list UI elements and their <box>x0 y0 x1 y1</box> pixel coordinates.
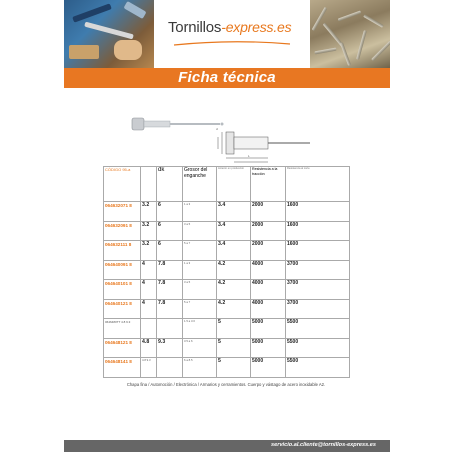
cell-d: 3.2 <box>141 241 157 261</box>
cell-corte: 5500 <box>286 358 350 378</box>
cell-code: 064640101 8 <box>104 280 141 300</box>
cell-d: 4.8 9.3 <box>141 358 157 378</box>
logo-accent-text: -express.es <box>221 19 292 35</box>
cell-grosor: 3.5 a 6 <box>183 338 217 358</box>
cell-d: 4.8 <box>141 338 157 358</box>
header-code: CÓDIGO 95-a <box>104 167 141 202</box>
cell-dk: 9.3 <box>157 338 183 358</box>
brand-logo <box>168 17 308 51</box>
header-corte: Resistencia al corte <box>286 167 350 202</box>
table-row <box>104 338 350 358</box>
cell-traccion: 4000 <box>251 299 286 319</box>
cell-code: 064640121 8 <box>104 299 141 319</box>
cell-col5: 3.4 <box>217 202 251 222</box>
cell-dk: 7.8 <box>157 260 183 280</box>
diagram-label-d-icon: d <box>216 127 218 131</box>
table-row <box>104 319 350 339</box>
cell-col5: 4.2 <box>217 299 251 319</box>
cell-traccion: 2000 <box>251 221 286 241</box>
rivet-technical-drawing-icon <box>218 132 310 162</box>
cell-dk: 6 <box>157 241 183 261</box>
header-traccion: Resistencia a la tracción <box>251 167 286 202</box>
cell-grosor: 1 a 3 <box>183 260 217 280</box>
cell-traccion: 2000 <box>251 241 286 261</box>
cell-col5: 3.4 <box>217 241 251 261</box>
cell-traccion: 5000 <box>251 319 286 339</box>
cell-dk <box>157 358 183 378</box>
cell-d: 3.2 <box>141 202 157 222</box>
cell-corte: 1600 <box>286 241 350 261</box>
cell-col5: 5 <box>217 358 251 378</box>
title-bar <box>64 68 390 88</box>
cell-col5: 4.2 <box>217 280 251 300</box>
cell-d: 4 <box>141 280 157 300</box>
footer-bar <box>64 440 390 452</box>
header-dk: dk <box>157 167 183 202</box>
cell-code: 064648121 8 <box>104 338 141 358</box>
rivet-diagram <box>130 104 330 166</box>
cell-dk: 6 <box>157 221 183 241</box>
table-row <box>104 280 350 300</box>
page-title: Ficha técnica <box>178 69 276 86</box>
cell-code: 064632071 8 <box>104 202 141 222</box>
cell-traccion: 4000 <box>251 280 286 300</box>
rivet-photo-icon <box>132 118 224 130</box>
cell-code: 064632111 8 <box>104 241 141 261</box>
usage-footnote: Chapa fina / Automoción / Electrónica / Armarios y cerramientos. Cuerpo y vástago de acero inoxidable A2. <box>126 382 326 387</box>
cell-col5: 3.4 <box>217 221 251 241</box>
table-row <box>104 241 350 261</box>
cell-corte: 5500 <box>286 338 350 358</box>
cell-traccion: 2000 <box>251 202 286 222</box>
cell-traccion: 4000 <box>251 260 286 280</box>
cell-dk: 6 <box>157 202 183 222</box>
cell-code: 0646480TT 4.8 9.3 <box>104 319 141 339</box>
cell-col5: 4.2 <box>217 260 251 280</box>
cell-grosor: 5 a 7 <box>183 299 217 319</box>
cell-corte: 5500 <box>286 319 350 339</box>
cell-grosor: 1.5 a 3.0 <box>183 319 217 339</box>
logo-main-text: Tornillos <box>168 19 222 36</box>
table-row <box>104 260 350 280</box>
cell-grosor: 3 a 5 <box>183 280 217 300</box>
cell-grosor: 3 a 5 <box>183 221 217 241</box>
table-row <box>104 202 350 222</box>
cell-col5: 5 <box>217 338 251 358</box>
logo-swoosh-icon <box>172 39 292 47</box>
screws-photo <box>310 0 390 68</box>
table-row <box>104 358 350 378</box>
header-d <box>141 167 157 202</box>
tools-photo <box>64 0 154 68</box>
cell-d <box>141 319 157 339</box>
table-row <box>104 299 350 319</box>
cell-d: 4 <box>141 260 157 280</box>
contact-email-link[interactable]: servicio.al.cliente@tornillos-express.es <box>271 442 376 448</box>
cell-grosor: 1 a 3 <box>183 202 217 222</box>
cell-d: 3.2 <box>141 221 157 241</box>
cell-corte: 3700 <box>286 260 350 280</box>
header-produccion: Anterior en producción <box>217 167 251 202</box>
cell-corte: 3700 <box>286 299 350 319</box>
cell-code: 064632091 8 <box>104 221 141 241</box>
cell-grosor: 6 a 8.5 <box>183 358 217 378</box>
cell-traccion: 5000 <box>251 358 286 378</box>
diagram-label-l-icon: L <box>248 154 250 158</box>
spec-table <box>103 166 350 378</box>
cell-dk <box>157 319 183 339</box>
table-header-row <box>104 167 350 202</box>
cell-code: 064640091 8 <box>104 260 141 280</box>
cell-dk: 7.8 <box>157 299 183 319</box>
cell-dk: 7.8 <box>157 280 183 300</box>
cell-corte: 1600 <box>286 221 350 241</box>
header-banner <box>64 0 390 68</box>
cell-grosor: 5 a 7 <box>183 241 217 261</box>
table-row <box>104 221 350 241</box>
cell-corte: 1600 <box>286 202 350 222</box>
header-grosor: Grosor del enganche <box>183 167 217 202</box>
cell-code: 064648141 8 <box>104 358 141 378</box>
cell-d: 4 <box>141 299 157 319</box>
cell-traccion: 5000 <box>251 338 286 358</box>
cell-col5: 5 <box>217 319 251 339</box>
cell-corte: 3700 <box>286 280 350 300</box>
